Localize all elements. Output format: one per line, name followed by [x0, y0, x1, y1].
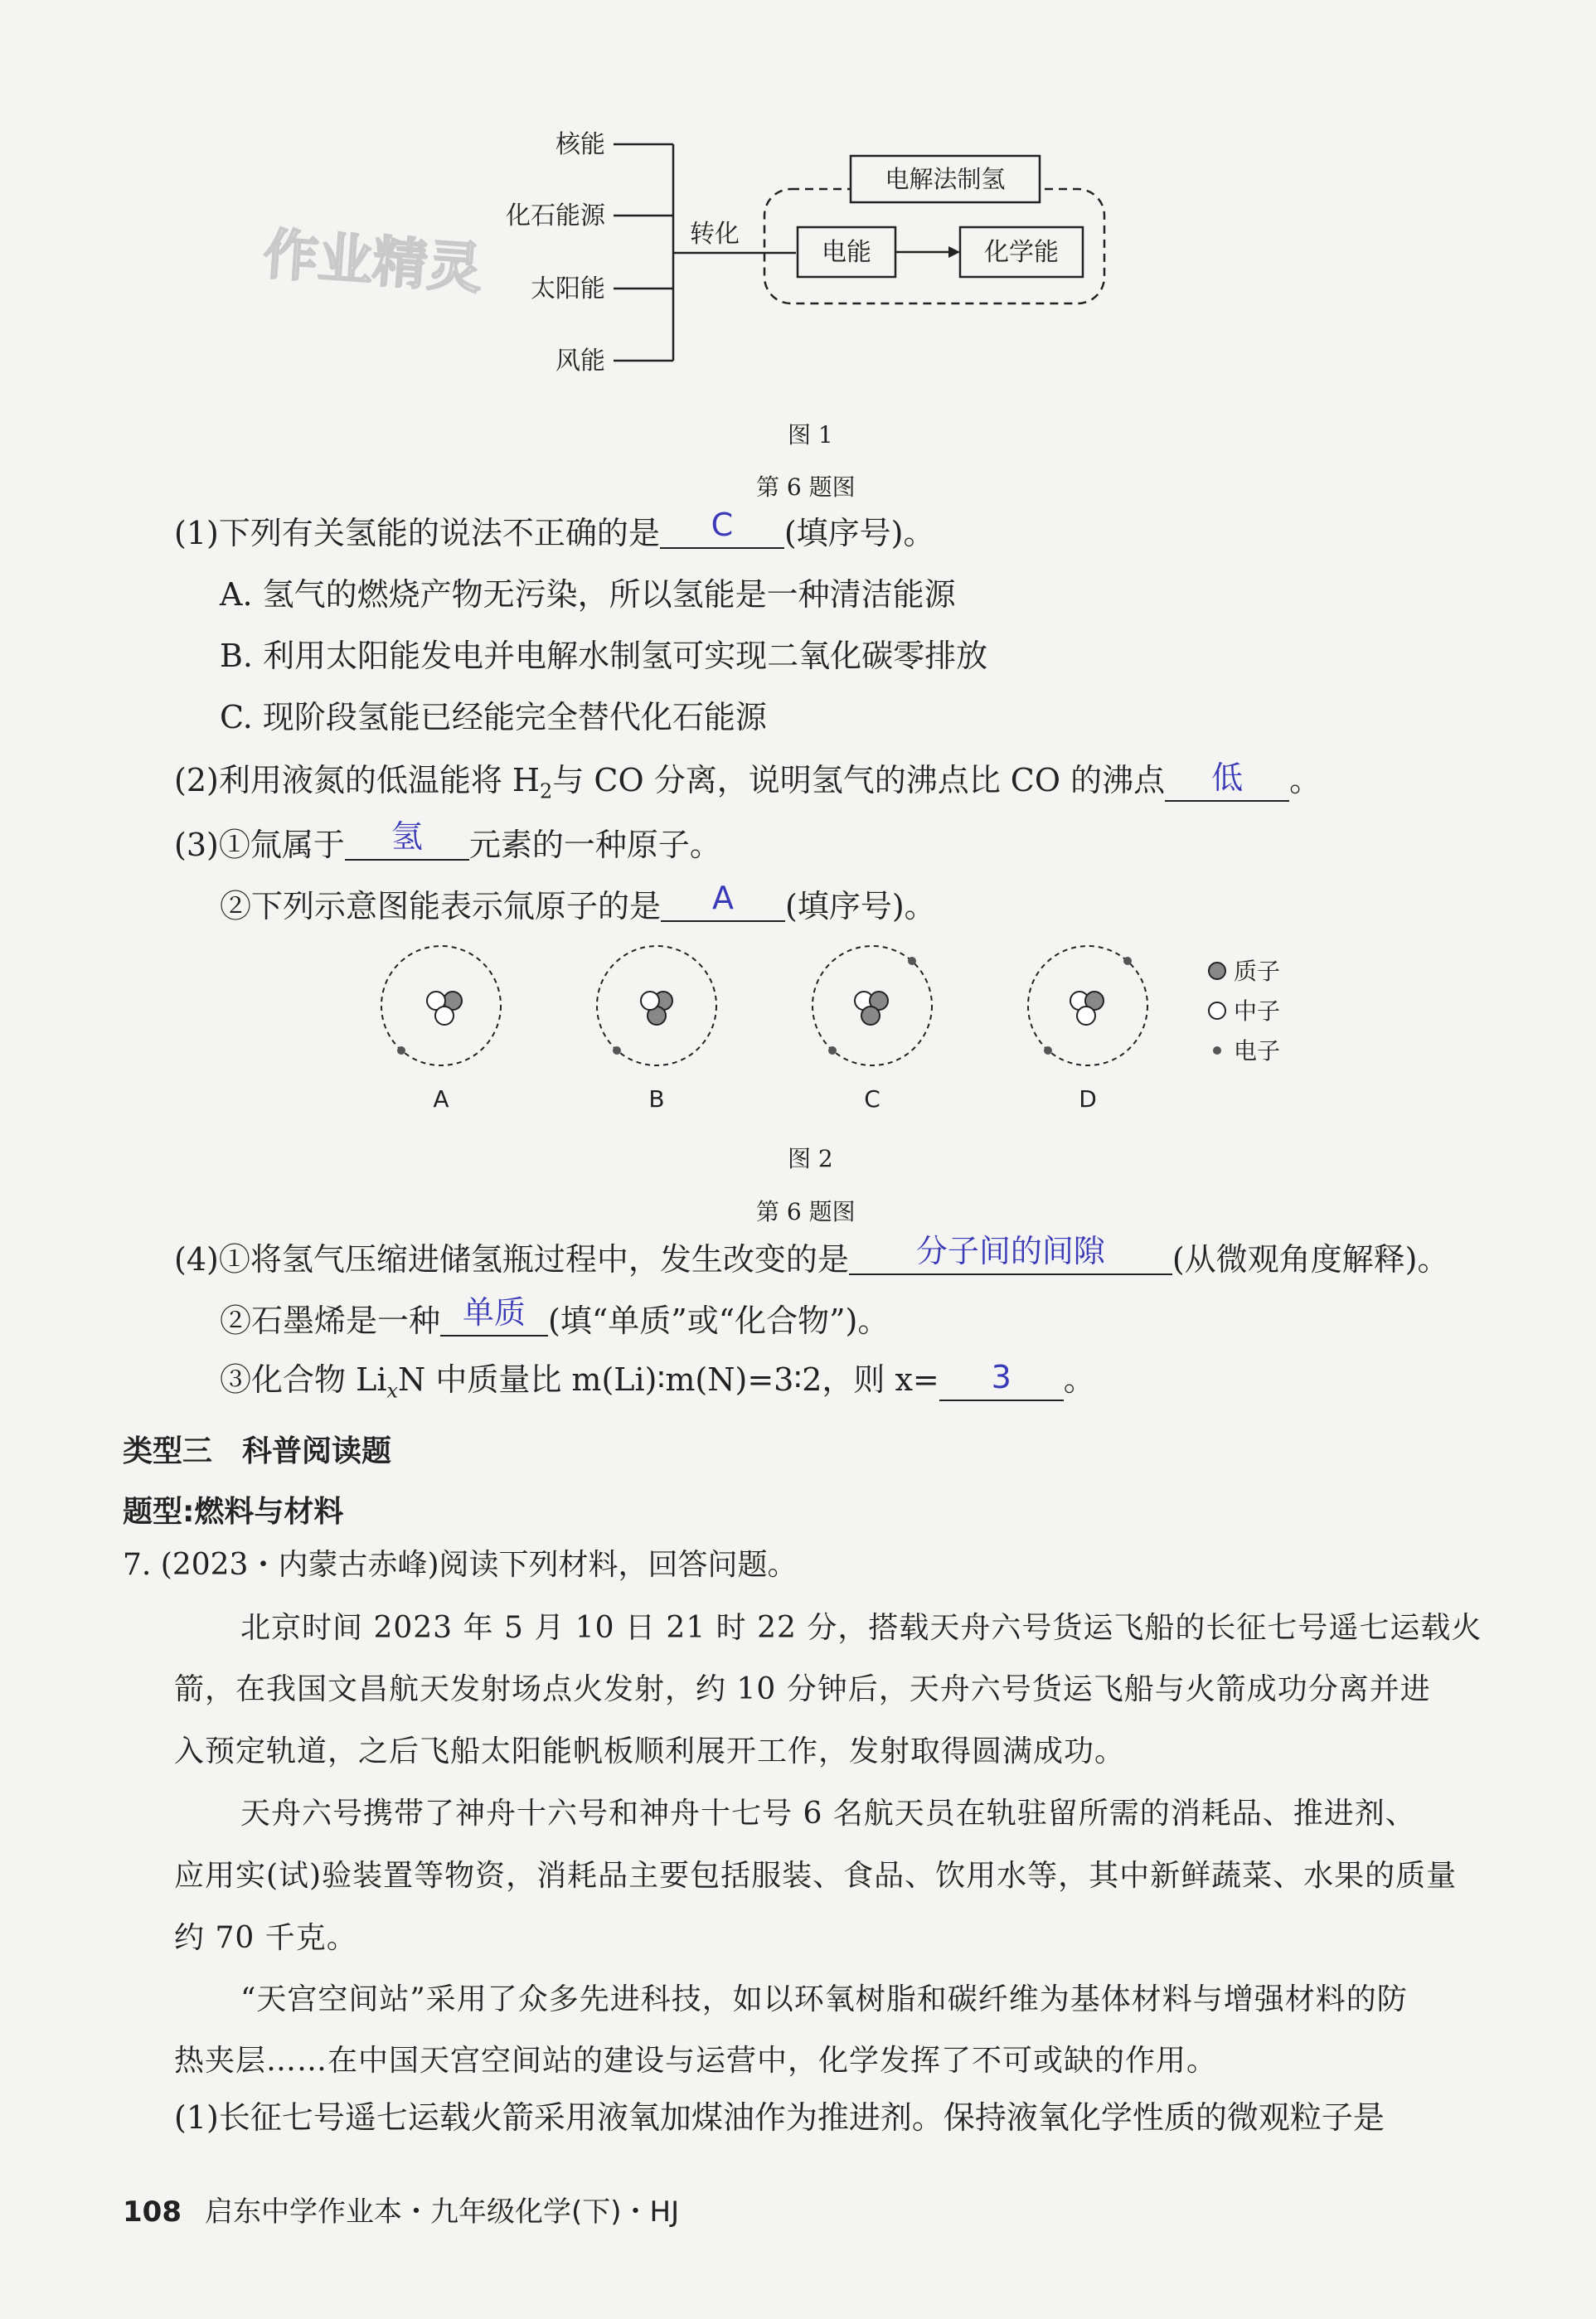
- q3-p2-blank: [661, 880, 785, 922]
- q7-intro: 7. (2023・内蒙古赤峰)阅读下列材料，回答问题。: [123, 1548, 798, 1582]
- q7-subquestion-1: (1)长征七号遥七运载火箭采用液氧加煤油作为推进剂。保持液氧化学性质的微观粒子是: [174, 2099, 1385, 2136]
- q2-answer: 低: [1211, 759, 1244, 796]
- figure2-title: 第 6 题图: [756, 1198, 856, 1225]
- electron: [1123, 957, 1132, 965]
- q4-p1-suffix: (从微观角度解释)。: [1172, 1241, 1449, 1278]
- q4-p2-suffix: (填“单质”或“化合物”)。: [548, 1303, 890, 1339]
- legend-neutron-swatch: [1209, 1002, 1225, 1019]
- q2-subscript: 2: [540, 779, 553, 803]
- atom-label: D: [1079, 1085, 1097, 1113]
- q1-answer-blank: [660, 507, 784, 549]
- q7-paragraph-1-line1: 北京时间 2023 年 5 月 10 日 21 时 22 分，搭载天舟六号货运飞船的长征七号遥七运载火: [240, 1611, 1482, 1645]
- q3-p2-answer: A: [712, 880, 735, 916]
- q3-p1-prefix: (3)①氚属于: [174, 827, 345, 863]
- q4-p3-blank: [939, 1358, 1064, 1401]
- arrow-label: 转化: [690, 220, 740, 249]
- atom-d: [1028, 946, 1147, 1113]
- proton: [861, 1007, 880, 1025]
- electron: [908, 957, 916, 965]
- atom-label: B: [648, 1085, 665, 1113]
- figure1-diagram: [464, 116, 1128, 381]
- question-4-part2: [220, 1294, 890, 1339]
- question-4-part3: [220, 1358, 1095, 1403]
- electron: [828, 1046, 837, 1055]
- q2-answer-blank: [1165, 759, 1289, 802]
- q4-p2-answer: 单质: [463, 1294, 526, 1331]
- legend-neutron: 中子: [1234, 997, 1281, 1025]
- group-label: 电解法制氢: [885, 165, 1006, 193]
- q3-p1-blank: [345, 818, 469, 861]
- book-title: 启东中学作业本・九年级化学(下)・HJ: [204, 2195, 680, 2229]
- q2-prompt-rest: 与 CO 分离，说明氢气的沸点比 CO 的沸点: [552, 762, 1166, 798]
- question-3-part1: [174, 818, 721, 863]
- figure2-caption: 图 2: [788, 1145, 833, 1172]
- q7-paragraph-2-line3: 约 70 千克。: [174, 1921, 357, 1955]
- footer: [123, 2189, 679, 2229]
- q7-paragraph-3-line2: 热夹层……在中国天宫空间站的建设与运营中，化学发挥了不可或缺的作用。: [174, 2044, 1218, 2078]
- electric-energy-label: 电能: [822, 238, 871, 267]
- q4-p2-prefix: ②石墨烯是一种: [220, 1303, 441, 1339]
- q4-p3-prefix: ③化合物 Li: [220, 1361, 387, 1398]
- source-label: 核能: [555, 130, 605, 159]
- electron: [1044, 1046, 1052, 1055]
- electron: [613, 1046, 621, 1055]
- q4-p1-prefix: (4)①将氢气压缩进储氢瓶过程中，发生改变的是: [174, 1241, 849, 1278]
- q3-p1-answer: 氢: [391, 818, 423, 855]
- q1-suffix: (填序号)。: [783, 515, 935, 551]
- watermark: 作业精灵: [261, 221, 484, 302]
- atom-b: [597, 946, 716, 1113]
- atom-a: [381, 946, 501, 1113]
- legend-electron: 电子: [1234, 1037, 1281, 1065]
- legend: [1209, 958, 1280, 1065]
- figure2-diagram: [365, 941, 1310, 1123]
- atom-label: C: [864, 1085, 880, 1113]
- q4-p3-mid: N 中质量比 m(Li)∶m(N)=3∶2，则 x=: [398, 1361, 939, 1398]
- q7-paragraph-3-line1: “天宫空间站”采用了众多先进科技，如以环氧树脂和碳纤维为基体材料与增强材料的防: [240, 1982, 1408, 2016]
- atom-label: A: [433, 1085, 449, 1113]
- question-1: [174, 507, 935, 551]
- q4-p3-subscript: x: [386, 1379, 399, 1403]
- neutron: [1077, 1007, 1095, 1025]
- figure1-title: 第 6 题图: [756, 473, 856, 501]
- arrow-head: [948, 246, 960, 258]
- atom-c: [813, 946, 932, 1113]
- q4-p1-blank: [849, 1233, 1172, 1275]
- legend-proton: 质子: [1234, 958, 1281, 985]
- page-number: 108: [123, 2195, 182, 2229]
- source-label: 化石能源: [506, 201, 605, 230]
- q7-paragraph-2-line2: 应用实(试)验装置等物资，消耗品主要包括服装、食品、饮用水等，其中新鲜蔬菜、水果的质量: [174, 1859, 1458, 1893]
- chemical-energy-label: 化学能: [984, 238, 1059, 267]
- q3-p2-prefix: ②下列示意图能表示氚原子的是: [220, 888, 662, 924]
- electron: [397, 1046, 405, 1055]
- legend-electron-swatch: [1213, 1046, 1221, 1055]
- q1-option-a: A. 氢气的燃烧产物无污染，所以氢能是一种清洁能源: [220, 576, 956, 613]
- source-label: 风能: [555, 347, 605, 376]
- legend-proton-swatch: [1209, 963, 1225, 979]
- figure1-caption: 图 1: [788, 421, 833, 449]
- q4-p2-blank: [440, 1294, 548, 1337]
- q4-p3-answer: 3: [991, 1358, 1011, 1395]
- source-label: 太阳能: [531, 274, 605, 303]
- sub-heading: 题型:燃料与材料: [123, 1495, 344, 1529]
- connector-lines: [614, 144, 796, 361]
- q4-p3-suffix: 。: [1063, 1361, 1095, 1398]
- q2-prompt: (2)利用液氮的低温能将 H: [174, 762, 541, 798]
- question-4-part1: [174, 1233, 1449, 1278]
- q3-p1-suffix: 元素的一种原子。: [468, 827, 721, 863]
- q2-suffix: 。: [1289, 762, 1322, 798]
- q7-paragraph-2-line1: 天舟六号携带了神舟十六号和神舟十七号 6 名航天员在轨驻留所需的消耗品、推进剂、: [240, 1797, 1416, 1831]
- q1-option-c: C. 现阶段氢能已经能完全替代化石能源: [220, 699, 767, 735]
- neutron: [641, 992, 659, 1010]
- q7-paragraph-1-line2: 箭，在我国文昌航天发射场点火发射，约 10 分钟后，天舟六号货运飞船与火箭成功分离并进: [174, 1672, 1431, 1706]
- q1-answer: C: [711, 507, 734, 543]
- q1-option-b: B. 利用太阳能发电并电解水制氢可实现二氧化碳零排放: [220, 638, 988, 674]
- q1-prompt: (1)下列有关氢能的说法不正确的是: [174, 515, 660, 551]
- question-2: [174, 759, 1322, 803]
- question-3-part2: [220, 880, 936, 924]
- q3-p2-suffix: (填序号)。: [785, 888, 936, 924]
- neutron: [435, 1007, 454, 1025]
- type-heading: 类型三 科普阅读题: [123, 1434, 392, 1468]
- q4-p1-answer: 分子间的间隙: [915, 1233, 1105, 1269]
- q7-paragraph-1-line3: 入预定轨道，之后飞船太阳能帆板顺利展开工作，发射取得圆满成功。: [174, 1734, 1126, 1768]
